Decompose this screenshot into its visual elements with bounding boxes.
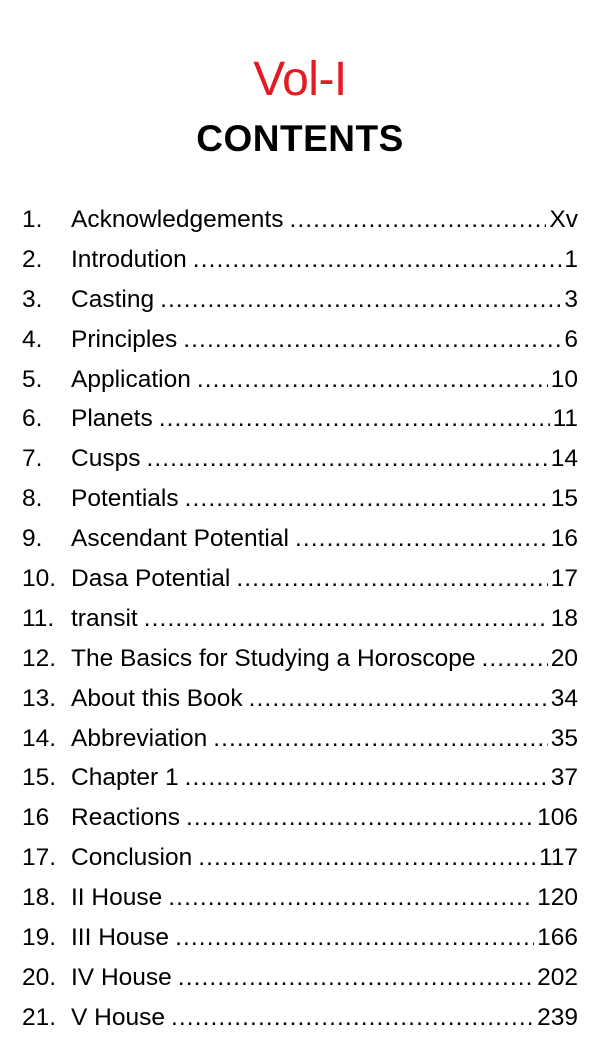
toc-entry-title: Dasa Potential <box>71 565 231 593</box>
toc-entry-title: Potentials <box>71 485 179 513</box>
dot-leader <box>185 479 548 519</box>
toc-entry-title: Acknowledgements <box>71 206 284 233</box>
toc-entry-page: 10 <box>550 365 578 393</box>
toc-entry-page: 3 <box>564 285 578 313</box>
toc-entry <box>22 519 578 559</box>
toc-entry-page: 1 <box>564 245 578 273</box>
toc-entry <box>22 878 578 918</box>
toc-entry-page: 106 <box>537 804 578 832</box>
toc-entry-number: 3. <box>22 285 43 313</box>
toc-entry-number: 14. <box>22 724 57 752</box>
toc-entry-page: 17 <box>550 565 578 593</box>
toc-entry-number: 19. <box>22 924 57 952</box>
toc-entry <box>22 479 578 519</box>
toc-entry-title: Application <box>71 365 191 393</box>
toc-entry <box>22 958 578 998</box>
toc-entry-page: 34 <box>550 684 578 712</box>
toc-entry <box>22 200 578 240</box>
toc-entry-page: 35 <box>550 724 578 752</box>
dot-leader <box>289 200 546 240</box>
toc-entry-number: 2. <box>22 245 43 273</box>
toc-entry-number: 20. <box>22 963 57 991</box>
toc-entry-title: Introdution <box>71 245 187 273</box>
toc-entry-page: 120 <box>537 884 578 912</box>
dot-leader <box>198 838 536 878</box>
toc-entry-page: 202 <box>537 963 578 991</box>
toc-entry-number: 16 <box>22 804 50 832</box>
toc-entry-number: 9. <box>22 525 43 553</box>
toc-entry-number: 17. <box>22 844 57 872</box>
toc-entry <box>22 998 578 1038</box>
toc-entry <box>22 280 578 320</box>
toc-entry <box>22 559 578 599</box>
toc-entry-page: 20 <box>550 644 578 672</box>
toc-entry <box>22 240 578 280</box>
toc-entry-title: Conclusion <box>71 844 193 872</box>
toc-entry-title: Principles <box>71 325 178 353</box>
toc-entry-page: 14 <box>550 445 578 473</box>
toc-entry-page: 15 <box>550 485 578 513</box>
toc-entry-page: 16 <box>550 525 578 553</box>
toc-entry-number: 7. <box>22 445 43 473</box>
dot-leader <box>159 399 550 439</box>
dot-leader <box>144 599 548 639</box>
toc-entry-page: Xv <box>549 206 578 233</box>
toc-entry <box>22 679 578 719</box>
table-of-contents <box>22 200 578 1038</box>
dot-leader <box>197 360 548 400</box>
toc-entry-title: III House <box>71 924 170 952</box>
dot-leader <box>183 320 561 360</box>
toc-entry <box>22 838 578 878</box>
toc-entry-title: Cusps <box>71 445 141 473</box>
toc-entry-title: Chapter 1 <box>71 764 179 792</box>
toc-entry-title: Reactions <box>71 804 180 832</box>
toc-entry-title: Casting <box>71 285 155 313</box>
dot-leader <box>175 918 534 958</box>
toc-entry-number: 5. <box>22 365 43 393</box>
dot-leader <box>171 998 534 1038</box>
toc-entry-number: 10. <box>22 565 57 593</box>
toc-entry-page: 18 <box>550 604 578 632</box>
toc-entry-number: 12. <box>22 644 57 672</box>
toc-entry-title: V House <box>71 1003 165 1031</box>
toc-entry <box>22 439 578 479</box>
toc-entry-number: 4. <box>22 325 43 353</box>
dot-leader <box>168 878 534 918</box>
toc-entry <box>22 719 578 759</box>
toc-entry <box>22 399 578 439</box>
toc-entry-page: 166 <box>537 924 578 952</box>
dot-leader <box>481 639 547 679</box>
toc-entry <box>22 798 578 838</box>
toc-entry-page: 6 <box>564 325 578 353</box>
dot-leader <box>213 719 548 759</box>
toc-entry-number: 15. <box>22 764 57 792</box>
toc-entry <box>22 639 578 679</box>
dot-leader <box>295 519 548 559</box>
dot-leader <box>186 798 534 838</box>
toc-entry-page: 37 <box>550 764 578 792</box>
dot-leader <box>249 679 548 719</box>
toc-entry <box>22 918 578 958</box>
toc-entry-page: 11 <box>552 405 578 433</box>
toc-entry <box>22 360 578 400</box>
volume-title: Vol-I <box>253 53 347 106</box>
toc-entry-title: IV House <box>71 963 172 991</box>
toc-entry-title: The Basics for Studying a Horoscope <box>71 644 476 672</box>
toc-entry-title: Planets <box>71 405 153 433</box>
toc-entry-number: 1. <box>22 206 43 233</box>
dot-leader <box>193 240 562 280</box>
toc-entry-title: Abbreviation <box>71 724 208 752</box>
toc-entry-page: 239 <box>537 1003 578 1031</box>
toc-entry-title: transit <box>71 604 138 632</box>
toc-entry <box>22 758 578 798</box>
toc-entry-number: 8. <box>22 485 43 513</box>
dot-leader <box>236 559 547 599</box>
dot-leader <box>146 439 547 479</box>
dot-leader <box>160 280 561 320</box>
toc-entry-page: 117 <box>538 844 578 872</box>
toc-entry-number: 6. <box>22 405 43 433</box>
toc-entry-number: 21. <box>22 1003 57 1031</box>
toc-entry-title: II House <box>71 884 163 912</box>
toc-entry-number: 18. <box>22 884 57 912</box>
toc-entry-number: 13. <box>22 684 57 712</box>
toc-entry <box>22 320 578 360</box>
toc-entry-title: Ascendant Potential <box>71 525 289 553</box>
dot-leader <box>178 958 534 998</box>
toc-entry-number: 11. <box>22 604 55 632</box>
toc-entry-title: About this Book <box>71 684 243 712</box>
toc-entry <box>22 599 578 639</box>
dot-leader <box>185 758 548 798</box>
page-title: CONTENTS <box>196 118 404 159</box>
